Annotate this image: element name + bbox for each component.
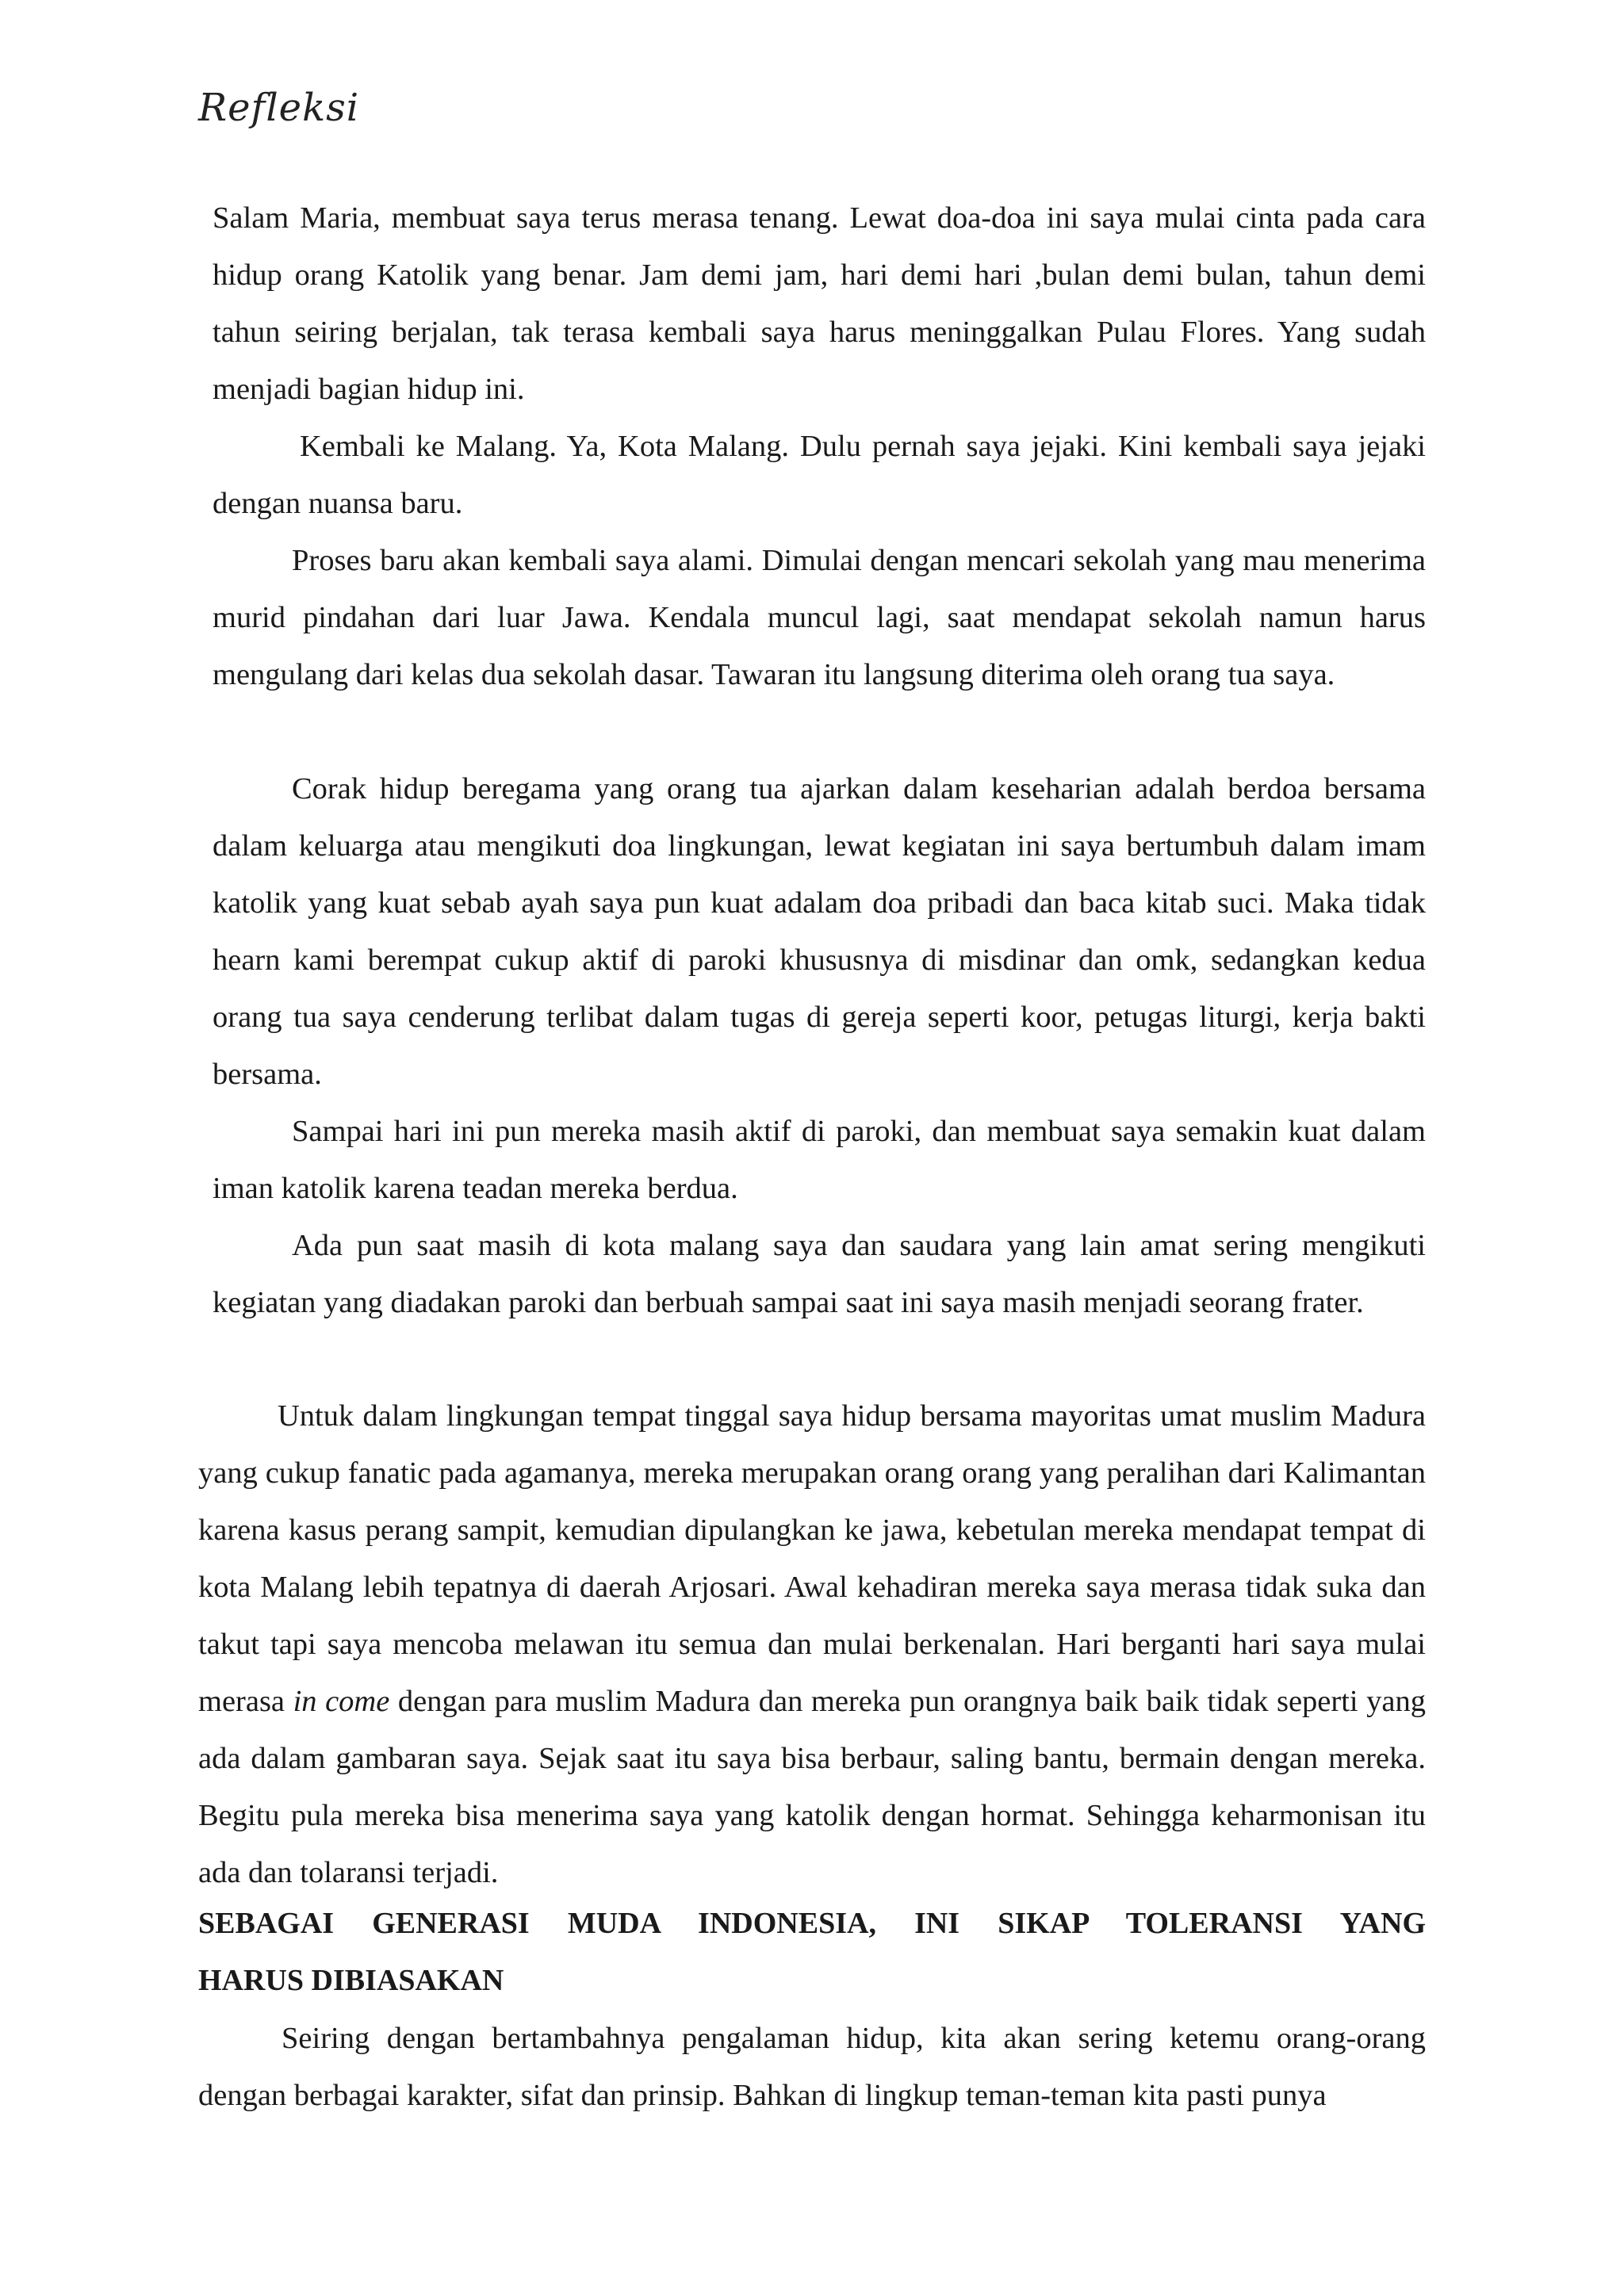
paragraph-text-part: dengan para muslim Madura dan mereka pun orangnya baik baik tidak seperti yang ada dalam gambaran saya. Sejak saat itu saya bisa berbaur, saling bantu, bermain dengan mereka. Begitu pula mereka bisa menerima saya yang katolik dengan hormat. Sehingga keharmonisan itu ada dan tolaransi terjadi.: [198, 1685, 1426, 1889]
paragraph-text-part: Untuk dalam lingkungan tempat tinggal saya hidup bersama mayoritas umat muslim Madura yang cukup fanatic pada agamanya, mereka merupakan orang orang yang peralihan dari Kalimantan karena kasus perang sampit, kemudian dipulangkan ke jawa, kebetulan mereka mendapat tempat di kota Malang lebih tepatnya di daerah Arjosari. Awal kehadiran mereka saya merasa tidak suka dan takut tapi saya mencoba melawan itu semua dan mulai berkenalan. Hari berganti hari saya mulai merasa: [198, 1399, 1426, 1718]
paragraph-lingkungan-tempat-tinggal: [198, 1387, 1426, 1901]
paragraph-sampai-hari-ini: Sampai hari ini pun mereka masih aktif di paroki, dan membuat saya semakin kuat dalam iman katolik karena teadan mereka berdua.: [213, 1115, 1426, 1205]
paragraph-proses-baru: Proses baru akan kembali saya alami. Dimulai dengan mencari sekolah yang mau menerima murid pindahan dari luar Jawa. Kendala muncul lagi, saat mendapat sekolah namun harus mengulang dari kelas dua sekolah dasar. Tawaran itu langsung diterima oleh orang tua saya.: [213, 544, 1426, 691]
paragraph-seiring: Seiring dengan bertambahnya pengalaman hidup, kita akan sering ketemu orang-orang dengan berbagai karakter, sifat dan prinsip. Bahkan di lingkup teman-teman kita pasti punya: [198, 2022, 1426, 2112]
paragraph-kembali-ke-malang: Kembali ke Malang. Ya, Kota Malang. Dulu pernah saya jejaki. Kini kembali saya jejaki dengan nuansa baru.: [213, 430, 1426, 520]
paragraph-salam-maria: Salam Maria, membuat saya terus merasa tenang. Lewat doa-doa ini saya mulai cinta pada cara hidup orang Katolik yang benar. Jam demi jam, hari demi hari ,bulan demi bulan, tahun demi tahun seiring berjalan, tak terasa kembali saya harus meninggalkan Pulau Flores. Yang sudah menjadi bagian hidup ini.: [213, 201, 1426, 406]
running-header: Refleksi: [198, 86, 360, 130]
section-heading-line: HARUS DIBIASAKAN: [198, 1964, 504, 1997]
section-heading: [198, 1895, 1426, 2009]
italic-phrase: in come: [293, 1685, 390, 1718]
section-heading-line: SEBAGAI GENERASI MUDA INDONESIA, INI SIKAP TOLERANSI YANG: [198, 1907, 1426, 1940]
paragraph-corak-hidup: Corak hidup beregama yang orang tua ajarkan dalam keseharian adalah berdoa bersama dalam keluarga atau mengikuti doa lingkungan, lewat kegiatan ini saya bertumbuh dalam imam katolik yang kuat sebab ayah saya pun kuat adalam doa pribadi dan baca kitab suci. Maka tidak hearn kami berempat cukup aktif di paroki khususnya di misdinar dan omk, sedangkan kedua orang tua saya cenderung terlibat dalam tugas di gereja seperti koor, petugas liturgi, kerja bakti bersama.: [213, 772, 1426, 1091]
paragraph-ada-pun: Ada pun saat masih di kota malang saya dan saudara yang lain amat sering mengikuti kegiatan yang diadakan paroki dan berbuah sampai saat ini saya masih menjadi seorang frater.: [213, 1229, 1426, 1319]
